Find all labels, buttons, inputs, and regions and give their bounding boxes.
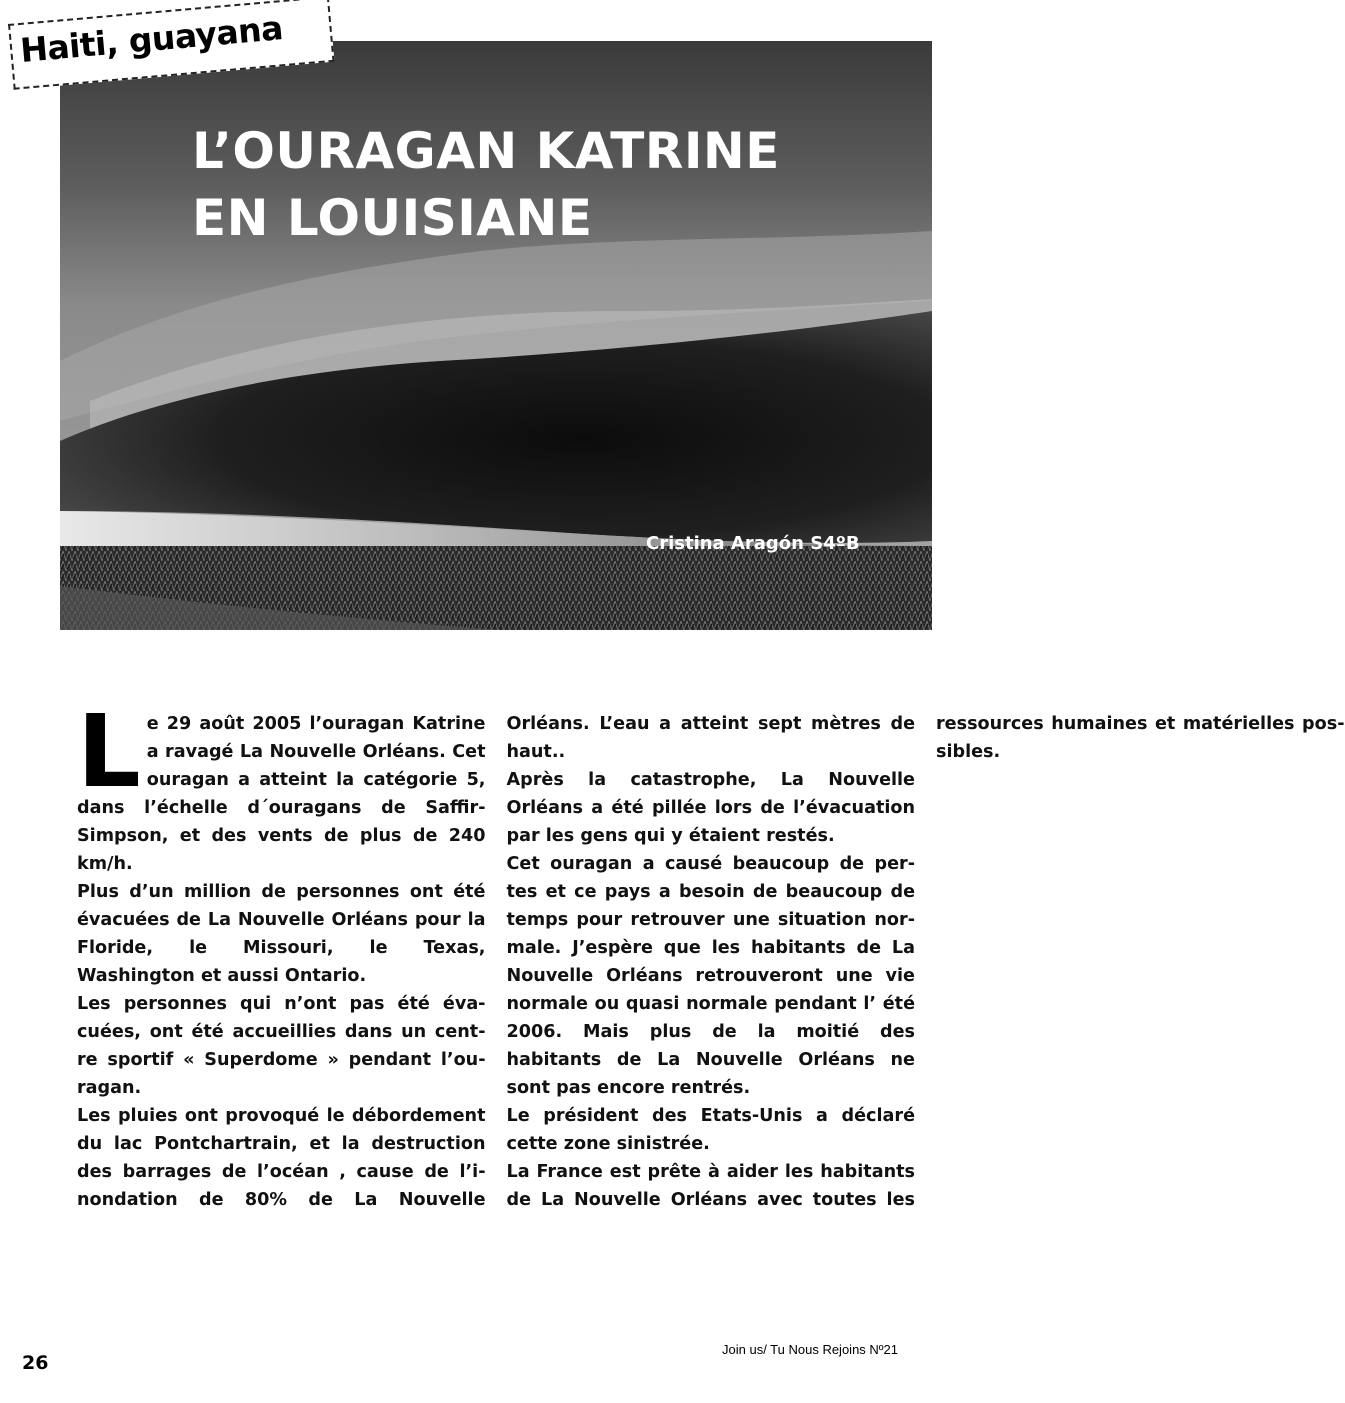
article-title [192, 118, 780, 252]
page-number: 26 [22, 1352, 49, 1374]
section-tag-label: Haiti, guayana [18, 8, 285, 70]
paragraph [77, 693, 486, 878]
title-line-1: L’OURAGAN KATRINE [192, 122, 780, 180]
paragraph: Les pluies ont provoqué le débordement du lac Pontchartrain, et la destruction des barrages de l’océan , cause de l’i-nondation de 80% de La Nouvelle Orléans. L’eau a atteint sept mètres de haut.. [77, 714, 915, 1210]
paragraph: Le président des Etats-Unis a déclaré cette zone sinistrée. [506, 1106, 915, 1154]
paragraph: Plus d’un million de personnes ont été évacuées de La Nouvelle Orléans pour la Floride, le Missouri, le Texas, Washington et aussi Ontario. [77, 882, 486, 986]
drop-cap: L [77, 693, 141, 810]
author-byline: Cristina Aragón S4ºB [646, 533, 860, 554]
paragraph: Après la catastrophe, La Nouvelle Orléans a été pillée lors de l’évacuation par les gens qui y étaient restés. [506, 770, 915, 846]
title-line-2: EN LOUISIANE [192, 189, 593, 247]
paragraph: Les personnes qui n’ont pas été éva-cuées, ont été accueillies dans un cent-re sportif « Superdome » pendant l’ou-ragan. [77, 994, 486, 1098]
paragraph-text: e 29 août 2005 l’ouragan Katrine a ravagé La Nouvelle Orléans. Cet ouragan a atteint la catégorie 5, dans l’échelle d´ouragans de Saffir-Simpson, et des vents de plus de 240 km/h. [77, 714, 486, 874]
hero-photo [60, 41, 932, 630]
paragraph: La France est prête à aider les habitants de La Nouvelle Orléans avec toutes les ressources humaines et matérielles pos-sibles. [506, 714, 1345, 1210]
paragraph: Cet ouragan a causé beaucoup de per-tes et ce pays a besoin de beaucoup de temps pour retrouver une situation nor-male. J’espère que les habitants de La Nouvelle Orléans retrouveront une vie normale ou quasi normale pendant l’ été 2006. Mais plus de la moitié des habitants de La Nouvelle Orléans ne sont pas encore rentrés. [506, 854, 915, 1098]
article-body [77, 693, 1345, 1246]
magazine-name: Join us/ Tu Nous Rejoins Nº21 [722, 1342, 899, 1357]
